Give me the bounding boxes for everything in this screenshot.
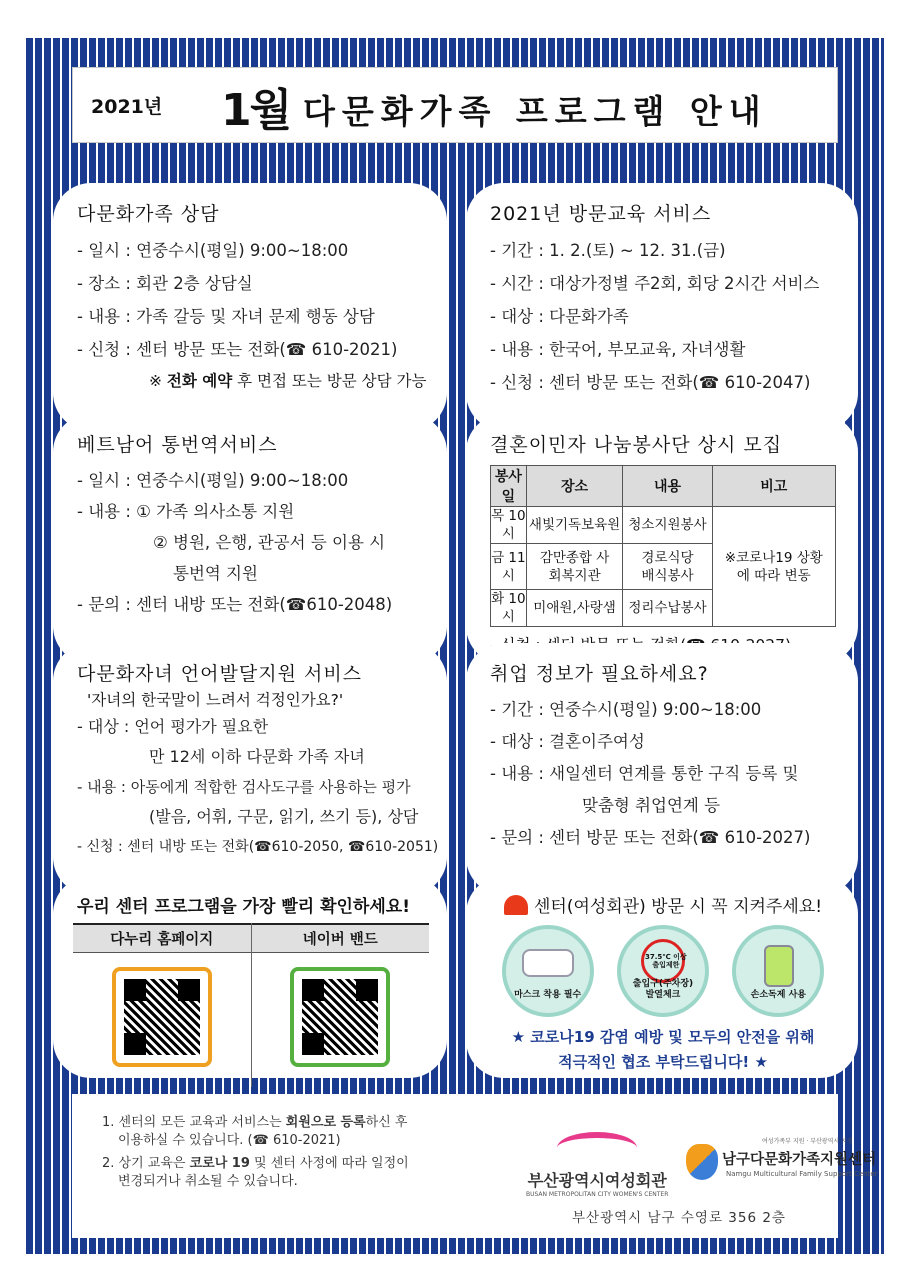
logo-en: BUSAN METROPOLITAN CITY WOMEN'S CENTER bbox=[526, 1191, 669, 1198]
note-mark: ※ bbox=[149, 372, 167, 390]
covid-icons bbox=[490, 925, 836, 1017]
caption-b: 발열체크 bbox=[645, 990, 681, 1000]
volunteer-card bbox=[466, 414, 858, 664]
qr-card bbox=[53, 876, 447, 1078]
table-cell: 청소지원봉사 bbox=[623, 507, 712, 544]
logo-name: 남구다문화가족지원센터 bbox=[722, 1152, 877, 1168]
mask-icon bbox=[502, 925, 594, 1017]
footer-notes bbox=[102, 1114, 409, 1196]
title-year: 2021년 bbox=[91, 96, 163, 118]
qr-column-band bbox=[251, 923, 430, 1087]
ban-label: 출입제한 bbox=[652, 961, 680, 969]
job-line: - 기간 : 연중수시(평일) 9:00~18:00 bbox=[490, 700, 762, 719]
table-cell: 화 10시 bbox=[491, 591, 526, 625]
covid-heading-text: 센터(여성회관) 방문 시 꼭 지켜주세요! bbox=[533, 897, 823, 917]
sanitizer-icon bbox=[732, 925, 824, 1017]
icon-caption: 손소독제 사용 bbox=[750, 990, 806, 1000]
table-cell: 미애원,사랑샘 bbox=[526, 590, 623, 627]
womens-center-logo bbox=[526, 1132, 668, 1198]
job-line: - 내용 : 새일센터 연계를 통한 구직 등록 및 bbox=[490, 764, 799, 783]
qr-label: 네이버 밴드 bbox=[252, 923, 430, 953]
siren-icon bbox=[504, 895, 528, 915]
covid-card bbox=[466, 876, 858, 1078]
counsel-note bbox=[77, 366, 425, 396]
language-heading: 다문화자녀 언어발달지원 서비스 bbox=[77, 663, 363, 685]
note-text: 1. 센터의 모든 교육과 서비스는 bbox=[102, 1115, 286, 1130]
title-bar bbox=[72, 67, 838, 143]
visit-line: - 시간 : 대상가정별 주2회, 회당 2시간 서비스 bbox=[490, 274, 820, 293]
note-text: 2. 상기 교육은 bbox=[102, 1156, 190, 1171]
interp-line: - 내용 : ① 가족 의사소통 지원 bbox=[77, 502, 295, 521]
language-card bbox=[53, 643, 447, 895]
language-line: (발음, 어휘, 구문, 읽기, 쓰기 등), 상담 bbox=[149, 807, 419, 826]
covid-message bbox=[490, 1025, 836, 1075]
note-bold: 전화 예약 bbox=[166, 372, 233, 390]
logo-en: Namgu Multicultural Family Support Center bbox=[726, 1170, 878, 1178]
ban-temp: 37.5℃ 이상 bbox=[644, 953, 687, 961]
visit-heading: 2021년 방문교육 서비스 bbox=[490, 203, 712, 225]
counsel-line: - 일시 : 연중수시(평일) 9:00~18:00 bbox=[77, 241, 349, 260]
counsel-line: - 신청 : 센터 방문 또는 전화(☎ 610-2021) bbox=[77, 340, 398, 359]
language-line: - 대상 : 언어 평가가 필요한 bbox=[77, 717, 269, 736]
volunteer-heading: 결혼이민자 나눔봉사단 상시 모집 bbox=[490, 434, 783, 456]
logo-small: 여성가족부 지원 · 부산광역시 지정 bbox=[762, 1138, 853, 1145]
address: 부산광역시 남구 수영로 356 2층 bbox=[572, 1210, 786, 1226]
note-rest: 후 면접 또는 방문 상담 가능 bbox=[232, 372, 427, 390]
icon-caption bbox=[621, 979, 705, 1001]
covid-message-line: ★ 코로나19 감염 예방 및 모두의 안전을 위해 bbox=[511, 1028, 815, 1046]
counsel-line: - 내용 : 가족 갈등 및 자녀 문제 행동 상담 bbox=[77, 307, 375, 326]
footer-note bbox=[102, 1114, 409, 1150]
visit-line: - 대상 : 다문화가족 bbox=[490, 307, 629, 326]
language-line: 만 12세 이하 다문화 가족 자녀 bbox=[149, 747, 365, 766]
interp-line: - 일시 : 연중수시(평일) 9:00~18:00 bbox=[77, 471, 349, 490]
thermometer-icon bbox=[617, 925, 709, 1017]
ban-text bbox=[645, 953, 687, 969]
interpretation-heading: 베트남어 통번역서비스 bbox=[77, 434, 278, 456]
interpretation-card bbox=[53, 414, 447, 664]
visit-card bbox=[466, 183, 858, 431]
table-cell: 목 10시 bbox=[491, 508, 526, 542]
table-cell: 정리수납봉사 bbox=[623, 590, 712, 627]
interp-line: 통번역 지원 bbox=[173, 564, 258, 583]
language-line: - 내용 : 아동에게 적합한 검사도구를 사용하는 평가 bbox=[77, 778, 411, 796]
visit-line: - 내용 : 한국어, 부모교육, 자녀생활 bbox=[490, 340, 746, 359]
visit-line: - 신청 : 센터 방문 또는 전화(☎ 610-2047) bbox=[490, 373, 811, 392]
counsel-heading: 다문화가족 상담 bbox=[77, 203, 220, 225]
language-line: - 신청 : 센터 내방 또는 전화(☎610-2050, ☎610-2051) bbox=[77, 839, 439, 855]
covid-message-line: 적극적인 협조 부탁드립니다! ★ bbox=[558, 1053, 768, 1071]
caption-a: 출입구(주차장) bbox=[632, 979, 694, 989]
poster-background bbox=[26, 38, 884, 1254]
language-subtitle: '자녀의 한국말이 느려서 걱정인가요?' bbox=[87, 691, 344, 709]
qr-column-homepage bbox=[73, 923, 251, 1087]
family-center-mark-icon bbox=[686, 1144, 718, 1180]
table-row bbox=[491, 507, 836, 544]
job-line: 맞춤형 취업연계 등 bbox=[582, 796, 721, 815]
job-card bbox=[466, 643, 858, 895]
footer bbox=[72, 1094, 878, 1238]
note-text: 변경되거나 취소될 수 있습니다. bbox=[118, 1174, 298, 1189]
counsel-line: - 장소 : 회관 2층 상담실 bbox=[77, 274, 253, 293]
qr-heading: 우리 센터 프로그램을 가장 빨리 확인하세요! bbox=[77, 897, 410, 917]
job-line: - 문의 : 센터 방문 또는 전화(☎ 610-2027) bbox=[490, 828, 811, 847]
table-remark: ※코로나19 상황에 따라 변동 bbox=[712, 507, 835, 627]
table-cell: 새빛기독보육원 bbox=[526, 507, 623, 544]
job-heading: 취업 정보가 필요하세요? bbox=[490, 663, 709, 685]
interp-line: - 문의 : 센터 내방 또는 전화(☎610-2048) bbox=[77, 595, 393, 614]
visit-line: - 기간 : 1. 2.(토) ~ 12. 31.(금) bbox=[490, 241, 726, 260]
table-header: 비고 bbox=[712, 466, 835, 507]
note-text: 및 센터 사정에 따라 일정이 bbox=[249, 1156, 409, 1171]
table-header: 장소 bbox=[526, 466, 623, 507]
qr-table bbox=[73, 923, 429, 1087]
note-text: 이용하실 수 있습니다. (☎ 610-2021) bbox=[118, 1133, 341, 1148]
covid-heading bbox=[490, 892, 836, 917]
note-bold: 코로나 19 bbox=[189, 1156, 250, 1171]
counsel-card bbox=[53, 183, 447, 431]
icon-caption: 마스크 착용 필수 bbox=[514, 990, 582, 1000]
table-cell: 금 11시 bbox=[491, 544, 527, 590]
volunteer-table bbox=[490, 465, 836, 627]
qr-code-homepage[interactable] bbox=[112, 967, 212, 1067]
table-header: 봉사일 bbox=[491, 466, 527, 507]
note-bold: 회원으로 등록 bbox=[285, 1115, 366, 1130]
job-line: - 대상 : 결혼이주여성 bbox=[490, 732, 645, 751]
table-cell: 감만종합 사회복지관 bbox=[526, 544, 623, 590]
interp-line: ② 병원, 은행, 관공서 등 이용 시 bbox=[153, 533, 386, 552]
table-header: 내용 bbox=[623, 466, 712, 507]
logo-name: 부산광역시여성회관 bbox=[527, 1171, 667, 1190]
swoosh-icon bbox=[557, 1132, 637, 1164]
title-text: 다문화가족 프로그램 안내 bbox=[303, 92, 768, 131]
qr-label: 다누리 홈페이지 bbox=[73, 923, 251, 953]
table-cell: 경로식당 배식봉사 bbox=[623, 544, 712, 590]
footer-note bbox=[102, 1155, 409, 1191]
qr-code-band[interactable] bbox=[290, 967, 390, 1067]
note-text: 하신 후 bbox=[365, 1115, 408, 1130]
title-month: 1월 bbox=[221, 85, 291, 136]
